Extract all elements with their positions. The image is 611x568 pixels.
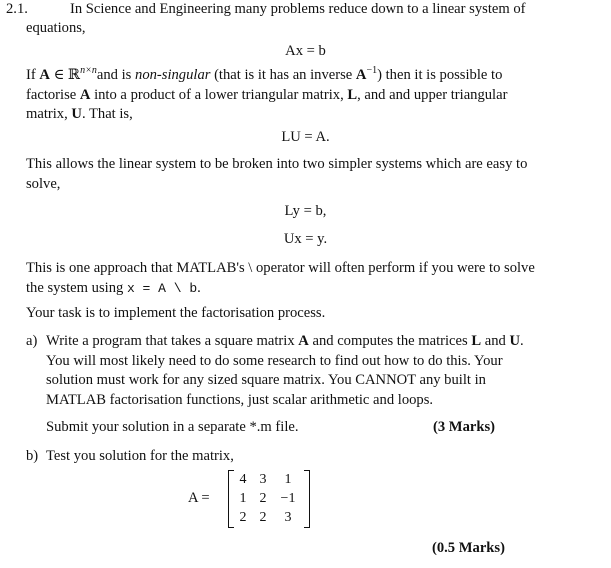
paragraph-line: This allows the linear system to be broken into two simpler systems which are easy to xyxy=(26,156,528,172)
text-run: (that is it has an inverse xyxy=(210,67,356,83)
matrix-symbol: A xyxy=(298,333,309,349)
matrix-symbol: A xyxy=(39,67,50,83)
equation-ax-b: Ax = b xyxy=(285,43,326,59)
paragraph-simpler-systems xyxy=(26,155,586,194)
emphasis: non-singular xyxy=(135,67,211,83)
matrix-symbol: A xyxy=(79,86,91,103)
task-statement: Your task is to implement the factorisation process. xyxy=(26,305,326,321)
text-run: . xyxy=(520,333,524,349)
matrix-symbol: A xyxy=(355,67,367,83)
text-run: into a product of a lower triangular matrix, xyxy=(90,86,348,103)
matrix-cell: 2 xyxy=(239,510,247,525)
equation-lu-a: LU = A. xyxy=(281,129,330,145)
text-run: the system using xyxy=(26,279,127,296)
matrix-symbol: U xyxy=(71,106,82,122)
paragraph-line: This is one approach that MATLAB's \ operator will often perform if you were to solve xyxy=(26,260,535,276)
part-a-marks: (3 Marks) xyxy=(433,419,496,435)
equation-ly-b: Ly = b, xyxy=(284,203,327,219)
matrix-symbol: U xyxy=(509,333,520,349)
text-run: , and and upper triangular xyxy=(357,86,508,103)
part-b-marks: (0.5 Marks) xyxy=(432,540,505,556)
text-run: If xyxy=(26,67,40,83)
text-run: . xyxy=(197,279,201,296)
paragraph-line xyxy=(26,86,586,106)
superscript: n×n xyxy=(80,65,97,77)
superscript: −1 xyxy=(366,65,378,77)
matrix-cell: −1 xyxy=(280,491,296,506)
matrix-symbol: L xyxy=(347,86,358,103)
text-run: factorise xyxy=(26,86,80,103)
matrix-cell: 2 xyxy=(259,491,267,506)
text-run: and xyxy=(481,333,510,349)
matrix-lhs: A = xyxy=(188,490,210,506)
matrix-cell: 1 xyxy=(239,491,247,506)
paragraph-line: You will most likely need to do some research to find out how to do this. Your xyxy=(46,352,503,369)
question-number: 2.1. xyxy=(6,1,28,17)
part-a-submit: Submit your solution in a separate *.m file. xyxy=(46,419,299,435)
matrix-cell: 1 xyxy=(284,472,292,487)
paragraph-line xyxy=(26,279,586,299)
paragraph-line: solution must work for any sized square matrix. You CANNOT any built in xyxy=(46,372,486,388)
paragraph-factorisation xyxy=(26,66,586,125)
paragraph-line: solve, xyxy=(26,175,61,192)
text-run: and is xyxy=(96,67,136,83)
paragraph-line xyxy=(46,332,536,352)
matrix-cell: 4 xyxy=(239,472,247,487)
paragraph-line xyxy=(26,105,586,125)
text-run: Write a program that takes a square matrix xyxy=(46,333,299,349)
part-b-text: Test you solution for the matrix, xyxy=(46,448,234,464)
matrix-cell: 2 xyxy=(259,510,267,525)
equation-ux-y: Ux = y. xyxy=(283,231,328,247)
paragraph-matlab xyxy=(26,259,586,298)
text-run: ) then it is possible to xyxy=(377,67,503,83)
part-a-text xyxy=(46,332,536,410)
matrix-symbol: L xyxy=(471,333,482,349)
paragraph-line: MATLAB factorisation functions, just scalar arithmetic and loops. xyxy=(46,391,434,408)
matrix-cell: 3 xyxy=(284,510,292,525)
matrix-cell: 3 xyxy=(259,472,267,487)
text-run: ∈ ℝ xyxy=(49,67,81,83)
intro-line-2: equations, xyxy=(26,20,86,36)
intro-line-1: In Science and Engineering many problems reduce down to a linear system of xyxy=(70,1,526,17)
right-bracket xyxy=(304,470,310,528)
paragraph-line xyxy=(26,66,586,86)
part-a-label: a) xyxy=(26,333,38,349)
code-snippet: x = A \ b xyxy=(126,280,198,296)
part-b-label: b) xyxy=(26,448,39,464)
text-run: . That is, xyxy=(81,106,133,122)
text-run: matrix, xyxy=(26,106,72,122)
text-run: and computes the matrices xyxy=(308,333,472,349)
